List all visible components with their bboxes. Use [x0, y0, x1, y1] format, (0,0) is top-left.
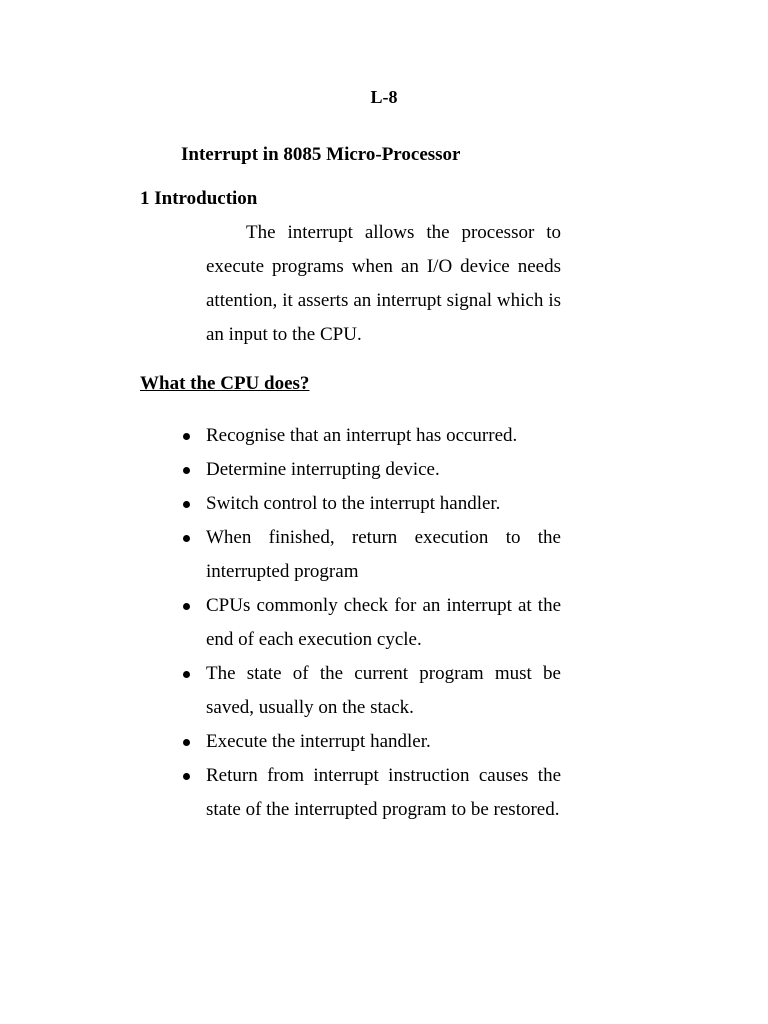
- list-item: [180, 453, 561, 487]
- list-item-text: Execute the interrupt handler.: [206, 731, 431, 752]
- bullet-icon: [183, 433, 190, 440]
- page-title: Interrupt in 8085 Micro-Processor: [181, 144, 461, 165]
- list-item: [180, 759, 561, 827]
- list-item-text: Switch control to the interrupt handler.: [206, 493, 501, 514]
- bullet-icon: [183, 671, 190, 678]
- list-item-text: Determine interrupting device.: [206, 459, 440, 480]
- list-item: [180, 589, 561, 657]
- bullet-icon: [183, 739, 190, 746]
- bullet-icon: [183, 773, 190, 780]
- list-item: [180, 487, 561, 521]
- list-item-text: Return from interrupt instruction causes the state of the interrupted program to be restored.: [206, 765, 561, 820]
- list-item-text: Recognise that an interrupt has occurred.: [206, 425, 518, 446]
- list-item-text: The state of the current program must be saved, usually on the stack.: [206, 663, 561, 718]
- list-item-text: When finished, return execution to the interrupted program: [206, 527, 561, 582]
- list-item: [180, 521, 561, 589]
- bullet-icon: [183, 501, 190, 508]
- introduction-paragraph: The interrupt allows the processor to execute programs when an I/O device needs attention, it asserts an interrupt signal which is an input to the CPU.: [206, 222, 561, 345]
- cpu-steps-list: [180, 419, 561, 827]
- list-item: [180, 419, 561, 453]
- list-item: [180, 657, 561, 725]
- list-item-text: CPUs commonly check for an interrupt at the end of each execution cycle.: [206, 595, 561, 650]
- bullet-icon: [183, 467, 190, 474]
- list-item: [180, 725, 561, 759]
- introduction-heading: 1 Introduction: [140, 188, 258, 209]
- bullet-icon: [183, 603, 190, 610]
- bullet-icon: [183, 535, 190, 542]
- cpu-section-heading: What the CPU does?: [140, 373, 310, 394]
- lecture-number: L-8: [370, 87, 398, 107]
